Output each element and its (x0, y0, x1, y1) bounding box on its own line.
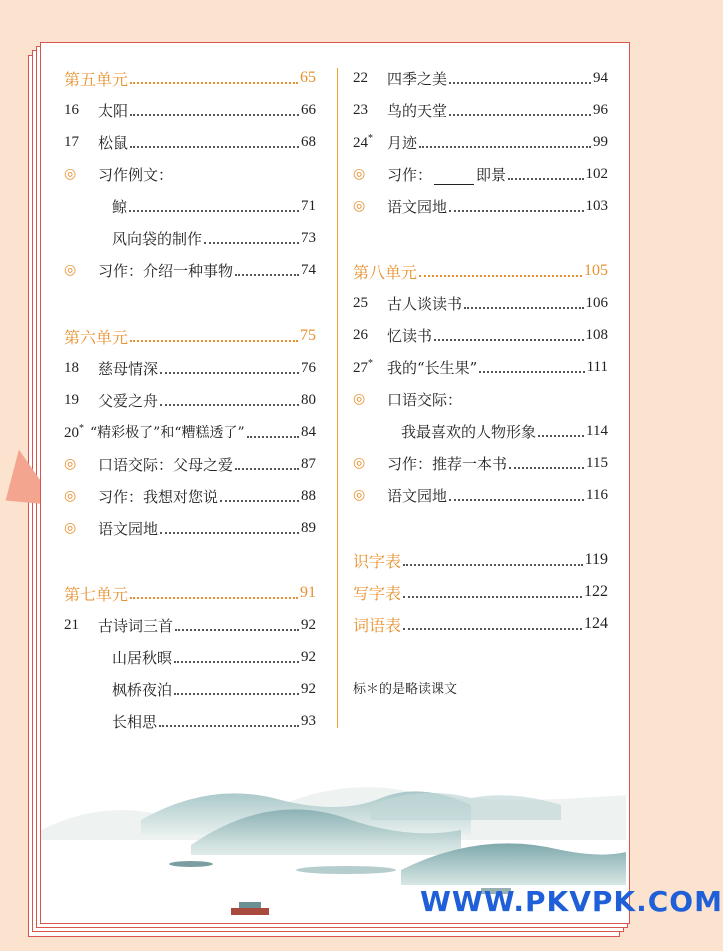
toc-writing-8[interactable] (353, 451, 608, 475)
page-number: 105 (584, 262, 608, 279)
page-number: 75 (300, 327, 316, 344)
section-title: 习作：推荐一本书 (387, 454, 508, 473)
page-number: 65 (300, 69, 316, 86)
section-title: 语文园地 (387, 486, 448, 505)
toc-poem-1[interactable] (64, 645, 316, 669)
toc-unit-7[interactable] (64, 581, 316, 605)
page-number: 71 (301, 197, 316, 214)
skim-reading-star: * (368, 357, 373, 369)
toc-lesson-16[interactable] (64, 98, 316, 122)
lesson-title: 古诗词三首 (98, 616, 174, 635)
lesson-title: “精彩极了”和“糟糕透了” (90, 425, 245, 441)
page-number: 102 (585, 165, 608, 182)
dot-leader (130, 112, 299, 116)
lesson-number: 25 (353, 294, 368, 311)
page-number: 114 (586, 422, 608, 439)
toc-lesson-24[interactable] (353, 130, 608, 154)
page-number: 84 (301, 423, 316, 440)
circle-marker-icon: ◎ (64, 488, 77, 504)
page-number: 93 (301, 712, 316, 729)
column-divider (337, 68, 338, 728)
page-number: 92 (301, 680, 316, 697)
toc-unit-8[interactable] (353, 259, 608, 283)
skim-reading-star: * (368, 132, 373, 144)
page-number: 115 (586, 454, 608, 471)
dot-leader (449, 80, 591, 84)
circle-marker-icon: ◎ (64, 262, 77, 278)
toc-vocabulary-table[interactable] (353, 612, 608, 636)
toc-lesson-17[interactable] (64, 130, 316, 154)
lesson-title: 鲸 (112, 197, 128, 216)
toc-lesson-19[interactable] (64, 388, 316, 412)
fill-in-blank (434, 170, 474, 185)
lesson-number: 26 (353, 326, 368, 343)
dot-leader (464, 305, 583, 309)
toc-lesson-21[interactable] (64, 613, 316, 637)
page-number: 92 (301, 648, 316, 665)
toc-garden-8[interactable] (353, 483, 608, 507)
writing-suffix: 即景 (476, 165, 507, 184)
section-title: 语文园地 (387, 197, 448, 216)
lesson-number: 17 (64, 133, 79, 150)
dot-leader (419, 273, 582, 277)
dot-leader (449, 208, 583, 212)
circle-marker-icon: ◎ (353, 455, 366, 471)
dot-leader (449, 497, 584, 501)
lesson-title: 古人谈读书 (387, 294, 463, 313)
dot-leader (508, 176, 583, 180)
lesson-title: 忆读书 (387, 326, 433, 345)
lesson-title: 我的“长生果” (387, 358, 478, 377)
lesson-title: 鸟的天堂 (387, 101, 448, 120)
toc-oral-8[interactable] (353, 387, 608, 411)
dot-leader (434, 337, 583, 341)
circle-marker-icon: ◎ (64, 520, 77, 536)
dot-leader (174, 691, 299, 695)
page-number: 92 (301, 616, 316, 633)
toc-oral-6[interactable] (64, 452, 316, 476)
toc-writing-5[interactable] (64, 258, 316, 282)
toc-unit-6[interactable] (64, 324, 316, 348)
skim-reading-star: * (79, 422, 84, 434)
dot-leader (130, 144, 299, 148)
lesson-title: 松鼠 (98, 133, 129, 152)
toc-lesson-22[interactable] (353, 66, 608, 90)
appendix-title: 写字表 (353, 583, 402, 603)
dot-leader (403, 626, 582, 630)
appendix-title: 词语表 (353, 615, 402, 635)
toc-example-2[interactable] (64, 226, 316, 250)
dot-leader (130, 338, 298, 342)
toc-lesson-20[interactable] (64, 420, 316, 444)
lesson-number: 18 (64, 359, 79, 376)
toc-lesson-25[interactable] (353, 291, 608, 315)
section-title (387, 164, 506, 185)
toc-poem-2[interactable] (64, 677, 316, 701)
lesson-number: 22 (353, 69, 368, 86)
page-number: 68 (301, 133, 316, 150)
dot-leader (204, 240, 299, 244)
lesson-number-text: 27 (353, 359, 368, 376)
lesson-title: 太阳 (98, 101, 129, 120)
circle-marker-icon: ◎ (353, 198, 366, 214)
skim-reading-note: 标＊的是略读课文 (353, 682, 458, 697)
dot-leader (160, 370, 299, 374)
toc-lesson-27[interactable] (353, 355, 608, 379)
dot-leader (159, 723, 299, 727)
lesson-title: 长相思 (112, 712, 158, 731)
page-number: 116 (586, 486, 608, 503)
toc-lesson-23[interactable] (353, 98, 608, 122)
toc-oral-8-topic[interactable] (353, 419, 608, 443)
page-number: 73 (301, 229, 316, 246)
dot-leader (247, 434, 299, 438)
page-number: 87 (301, 455, 316, 472)
dot-leader (160, 530, 299, 534)
dot-leader (403, 594, 582, 598)
dot-leader (509, 465, 584, 469)
dot-leader (220, 498, 299, 502)
page-number: 89 (301, 519, 316, 536)
lesson-number: 16 (64, 101, 79, 118)
page-number: 76 (301, 359, 316, 376)
lesson-title: 风向袋的制作 (112, 229, 203, 248)
lesson-number (353, 358, 387, 377)
writing-prefix: 习作： (387, 165, 433, 184)
section-title: 口语交际：父母之爱 (98, 455, 234, 474)
site-watermark: WWW.PKVPK.COM (420, 885, 723, 918)
circle-marker-icon: ◎ (64, 166, 77, 182)
lesson-number: 21 (64, 616, 79, 633)
dot-leader (129, 208, 299, 212)
page-number: 106 (585, 294, 608, 311)
section-title: 习作例文： (98, 165, 174, 184)
toc-unit-5[interactable] (64, 66, 316, 90)
dot-leader (538, 433, 584, 437)
page-number: 94 (593, 69, 608, 86)
toc-writing-7[interactable] (353, 162, 608, 186)
section-title: 习作：我想对您说 (98, 487, 219, 506)
page-number: 96 (593, 101, 608, 118)
dot-leader (235, 466, 299, 470)
circle-marker-icon: ◎ (64, 456, 77, 472)
section-title: 习作：介绍一种事物 (98, 261, 234, 280)
page-number: 80 (301, 391, 316, 408)
unit-title: 第六单元 (64, 327, 129, 347)
lesson-title: 父爱之舟 (98, 391, 159, 410)
page-number: 111 (586, 358, 608, 375)
dot-leader (235, 272, 299, 276)
circle-marker-icon: ◎ (353, 391, 366, 407)
page-number: 103 (585, 197, 608, 214)
lesson-number (64, 423, 90, 442)
page-number: 108 (585, 326, 608, 343)
page-number: 91 (300, 584, 316, 601)
page-number: 119 (584, 551, 608, 568)
dot-leader (175, 627, 299, 631)
dot-leader (160, 402, 299, 406)
toc-writing-6[interactable] (64, 484, 316, 508)
page-number: 66 (301, 101, 316, 118)
dot-leader (174, 659, 299, 663)
toc-lesson-26[interactable] (353, 323, 608, 347)
dot-leader (479, 369, 584, 373)
circle-marker-icon: ◎ (353, 487, 366, 503)
page-number: 74 (301, 261, 316, 278)
lesson-title: 枫桥夜泊 (112, 680, 173, 699)
dot-leader (130, 595, 298, 599)
section-title: 口语交际： (387, 390, 463, 409)
toc-char-writing-table[interactable] (353, 580, 608, 604)
unit-title: 第八单元 (353, 262, 418, 282)
unit-title: 第七单元 (64, 584, 129, 604)
toc-writing-examples[interactable] (64, 162, 316, 186)
dot-leader (449, 112, 591, 116)
dot-leader (419, 144, 591, 148)
section-title: 语文园地 (98, 519, 159, 538)
page-number: 124 (584, 615, 608, 632)
dot-leader (403, 562, 583, 566)
lesson-number (353, 133, 387, 152)
circle-marker-icon: ◎ (353, 166, 366, 182)
lesson-number-text: 20 (64, 424, 79, 441)
lesson-title: 我最喜欢的人物形象 (401, 422, 537, 441)
lesson-number: 19 (64, 391, 79, 408)
dot-leader (130, 80, 298, 84)
unit-title: 第五单元 (64, 69, 129, 89)
lesson-title: 山居秋暝 (112, 648, 173, 667)
lesson-title: 月迹 (387, 133, 418, 152)
lesson-number-text: 24 (353, 134, 368, 151)
toc-lesson-18[interactable] (64, 356, 316, 380)
lesson-title: 四季之美 (387, 69, 448, 88)
toc-garden-7[interactable] (353, 194, 608, 218)
toc-garden-6[interactable] (64, 516, 316, 540)
lesson-number: 23 (353, 101, 368, 118)
toc-poem-3[interactable] (64, 709, 316, 733)
page-number: 122 (584, 583, 608, 600)
page-number: 88 (301, 487, 316, 504)
appendix-title: 识字表 (353, 551, 402, 571)
toc-char-recognition-table[interactable] (353, 548, 608, 572)
toc-example-1[interactable] (64, 194, 316, 218)
lesson-title: 慈母情深 (98, 359, 159, 378)
page-number: 99 (593, 133, 608, 150)
